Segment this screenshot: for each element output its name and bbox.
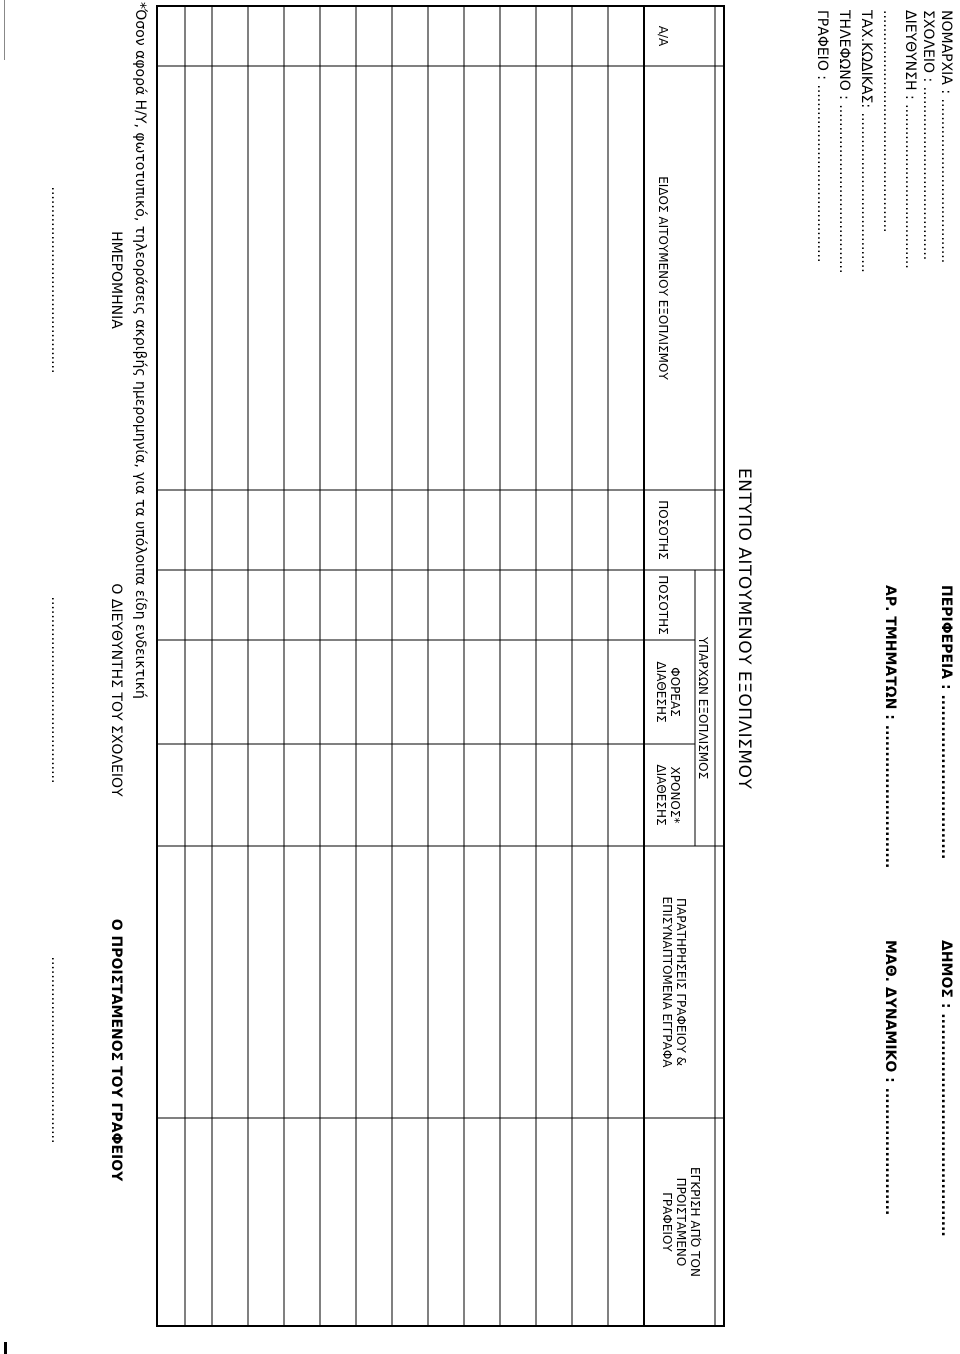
math-dynamiko-label: ΜΑΘ. ΔΥΝΑΜΙΚΟ : (882, 940, 898, 1083)
scan-edge-mark (4, 0, 5, 60)
tilefono-dots: ...................................... (836, 104, 852, 274)
col-header-xronos-line2: ΔΙΑΘΕΣΗΣ (654, 764, 668, 826)
col-header-egkrisi (660, 1118, 702, 1326)
scan-edge-mark (4, 1342, 7, 1354)
col-header-foreas-line2: ΔΙΑΘΕΣΗΣ (654, 661, 668, 723)
perifereia-dots: ...............................​ (938, 694, 954, 860)
nomarxia-dots: ..................................... (938, 98, 954, 264)
dimos-label: ΔΗΜΟΣ : (938, 940, 954, 1009)
tax-kodikas-label: ΤΑΧ.ΚΩΔΙΚΑΣ: (858, 10, 874, 109)
sxoleio-label: ΣΧΟΛΕΙΟ : (920, 10, 936, 83)
ar-tmimaton-label: ΑΡ. ΤΜΗΜΑΤΩΝ : (882, 585, 898, 720)
director-signature-dots: .......................................... (48, 596, 64, 784)
head-of-office-label: Ο ΠΡΟΙΣΤΑΜΕΝΟΣ ΤΟΥ ΓΡΑΦΕΙΟΥ (108, 918, 124, 1182)
sxoleio-dots: ....................................... (920, 86, 936, 261)
footnote: *Όσον αφορά Η/Υ, φωτοτυπικό, τηλεοράσεις ακριβής ημερομηνία, για τα υπόλοιπα είδη ενδεικτική (132, 2, 148, 699)
col-header-egkrisi-line2: ΠΡΟΙΣΤΑΜΕΝΟ (674, 1177, 688, 1267)
col-header-posotita: ΠΟΣΟΤΗΣ (656, 500, 670, 560)
table-border (157, 6, 724, 1326)
col-header-paratiriseis (660, 846, 688, 1118)
ar-tmimaton-dots: ........................... (882, 724, 898, 869)
tilefono-label: ΤΗΛΕΦΩΝΟ : (836, 10, 852, 100)
col-header-paratiriseis-line1: ΠΑΡΑΤΗΡΗΣΕΙΣ ΓΡΑΦΕΙΟΥ & (674, 897, 688, 1067)
col-header-xronos-line1: ΧΡΟΝΟΣ* (668, 766, 682, 824)
date-dots: .......................................... (48, 186, 64, 374)
col-header-eidos: ΕΙΔΟΣ ΑΙΤΟΥΜΕΝΟΥ ΕΞΟΠΛΙΣΜΟΥ (656, 176, 670, 380)
tax-kodikas-dots: .................................... (858, 112, 874, 273)
date-label: ΗΜΕΡΟΜΗΝΙΑ (108, 231, 124, 329)
col-header-aa: Α/Α (656, 25, 670, 47)
col-header-xronos (654, 744, 682, 846)
dieuthynsi-dots: ..................................... (902, 104, 918, 269)
dieuthynsi-label: ΔΙΕΥΘΥΝΣΗ : (902, 10, 918, 100)
col-header-paratiriseis-line2: ΕΠΙΣΥΝΑΠΤΟΜΕΝΑ ΕΓΓΡΑΦΑ (660, 896, 674, 1068)
director-label: Ο ΔΙΕΥΘΥΝΤΗΣ ΤΟΥ ΣΧΟΛΕΙΟΥ (108, 583, 124, 797)
col-header-yp-posotita: ΠΟΣΟΤΗΣ (656, 575, 670, 635)
col-header-yparxon-group: ΥΠΑΡΧΩΝ ΕΞΟΠΛΙΣΜΟΣ (696, 636, 710, 780)
col-header-egkrisi-line1: ΕΓΚΡΙΣΗ ΑΠΌ ΤΟΝ (688, 1167, 702, 1277)
col-header-egkrisi-line3: ΓΡΑΦΕΙΟΥ (660, 1192, 674, 1252)
grafeio-label: ΓΡΑΦΕΙΟ : (814, 10, 830, 80)
col-header-foreas (654, 640, 682, 744)
head-signature-dots: .......................................... (48, 956, 64, 1144)
nomarxia-label: ΝΟΜΑΡΧΙΑ : (938, 10, 954, 95)
math-dynamiko-dots: ........................ (882, 1087, 898, 1216)
dimos-dots: .......................................... (938, 1013, 954, 1237)
form-title: ΕΝΤΥΠΟ ΑΙΤΟΥΜΕΝΟΥ ΕΞΟΠΛΙΣΜΟΥ (734, 468, 754, 790)
extra-address-dots: .................................................. (880, 10, 896, 233)
perifereia-label: ΠΕΡΙΦΕΡΕΙΑ : (938, 585, 954, 690)
col-header-foreas-line1: ΦΟΡΕΑΣ (668, 667, 682, 717)
grafeio-dots: ........................................ (814, 84, 830, 263)
